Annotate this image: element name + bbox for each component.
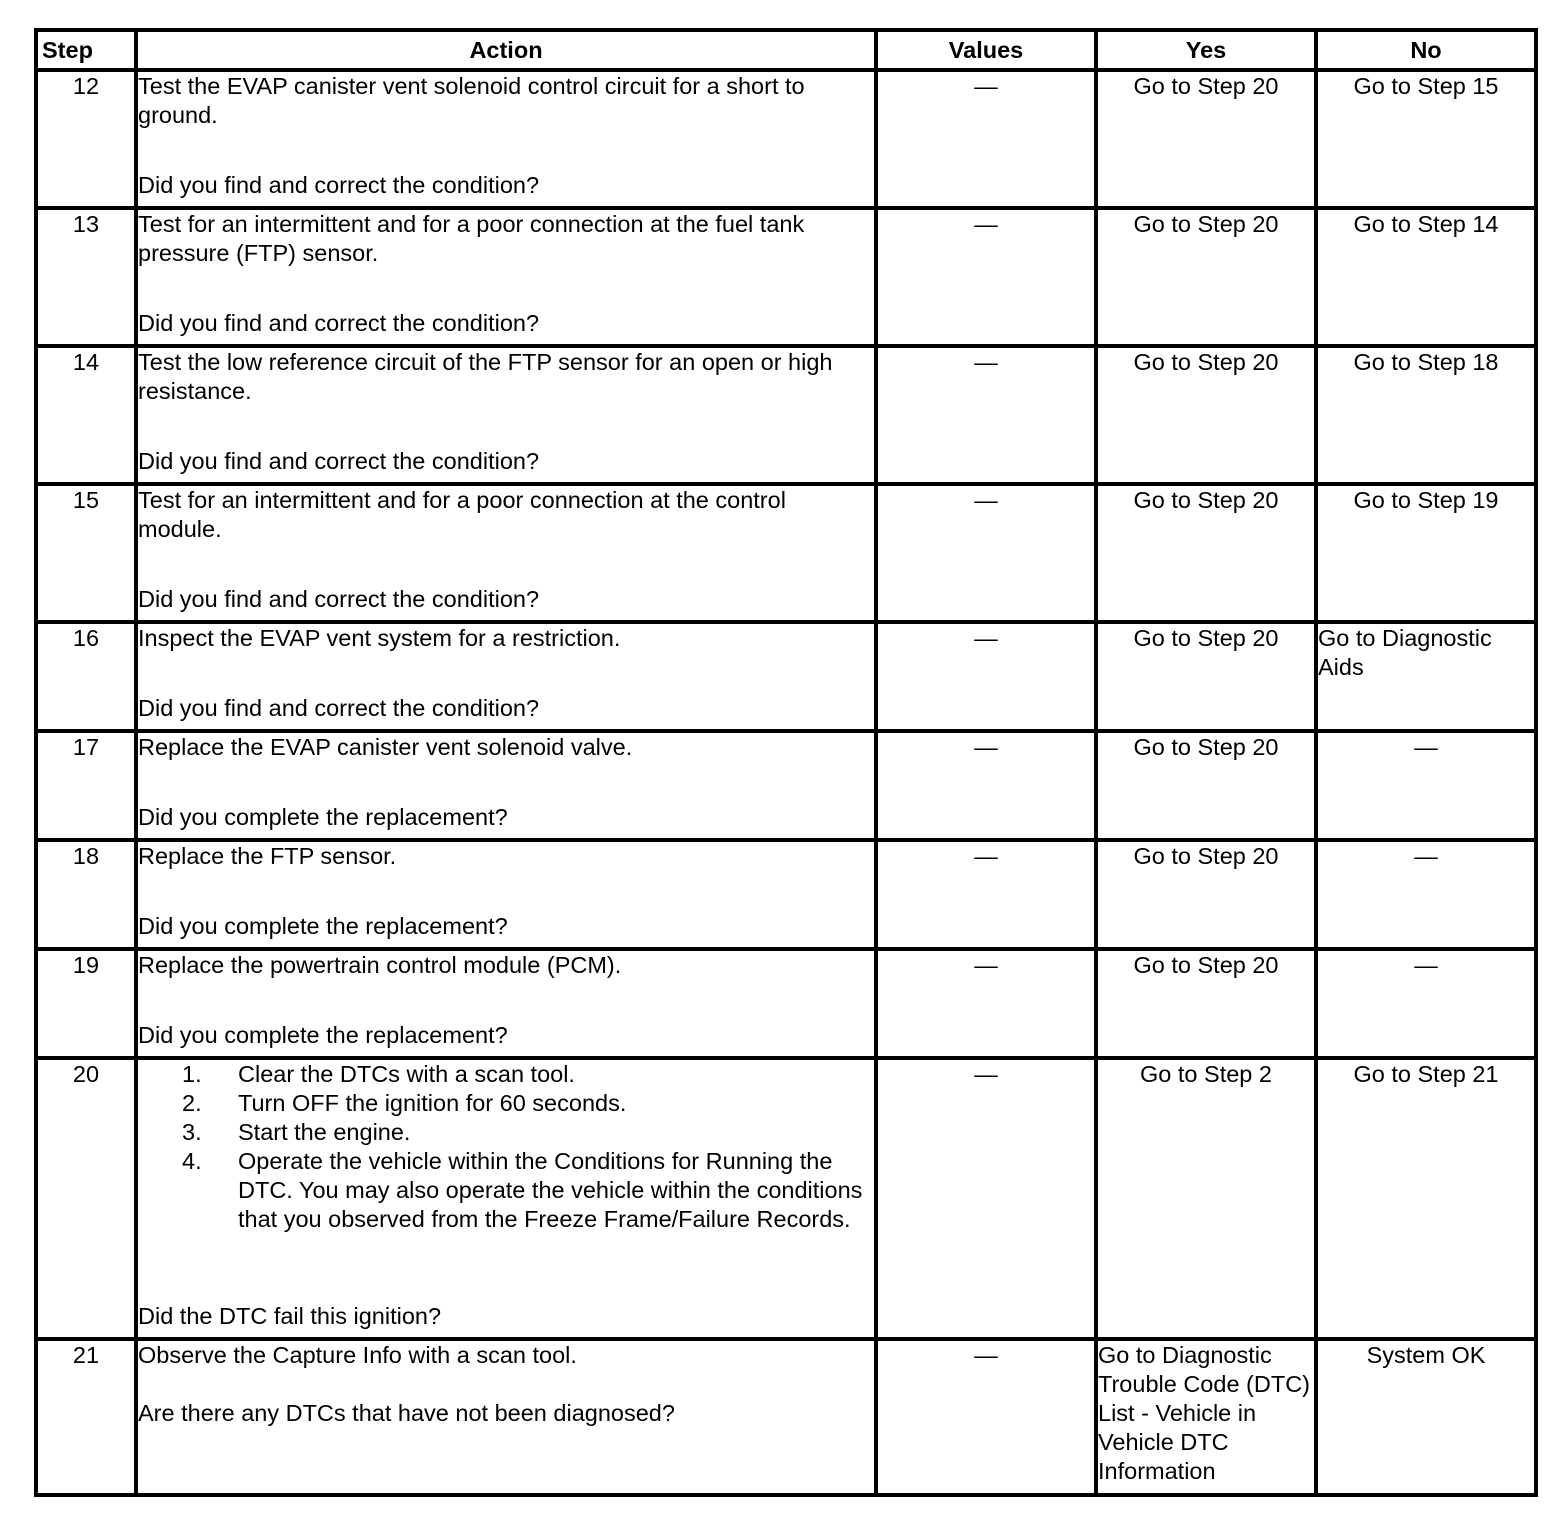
header-row xyxy=(36,30,1536,70)
header-no: No xyxy=(1316,30,1536,70)
no-cell: Go to Step 15 xyxy=(1316,70,1536,208)
no-cell: — xyxy=(1316,731,1536,840)
procedure-item xyxy=(182,1147,874,1234)
header-yes: Yes xyxy=(1096,30,1316,70)
yes-cell: Go to Step 20 xyxy=(1096,731,1316,840)
values-cell: — xyxy=(876,346,1096,484)
procedure-item xyxy=(182,1089,874,1118)
yes-cell: Go to Diagnostic Trouble Code (DTC) List - Vehicle in Vehicle DTC Information xyxy=(1096,1339,1316,1495)
yes-cell: Go to Step 20 xyxy=(1096,840,1316,949)
action-text: Test for an intermittent and for a poor connection at the fuel tank pressure (FTP) sensor. xyxy=(138,211,805,266)
action-text: Test for an intermittent and for a poor connection at the control module. xyxy=(138,487,786,542)
table-row xyxy=(36,949,1536,1058)
step-number: 12 xyxy=(36,70,136,208)
action-cell xyxy=(136,622,876,731)
procedure-item-text: Turn OFF the ignition for 60 seconds. xyxy=(238,1090,627,1116)
table-row xyxy=(36,346,1536,484)
procedure-item-number: 2. xyxy=(182,1090,202,1116)
table-row xyxy=(36,1339,1536,1495)
action-cell xyxy=(136,208,876,346)
action-cell xyxy=(136,346,876,484)
action-question: Did you complete the replacement? xyxy=(138,1022,508,1048)
action-text: Replace the FTP sensor. xyxy=(138,843,397,869)
action-text: Replace the EVAP canister vent solenoid valve. xyxy=(138,734,633,760)
action-cell xyxy=(136,840,876,949)
yes-cell: Go to Step 20 xyxy=(1096,622,1316,731)
values-cell: — xyxy=(876,208,1096,346)
values-cell: — xyxy=(876,840,1096,949)
yes-cell: Go to Step 20 xyxy=(1096,484,1316,622)
action-question: Did you find and correct the condition? xyxy=(138,172,540,198)
procedure-item-text: Start the engine. xyxy=(238,1119,411,1145)
no-cell: Go to Step 14 xyxy=(1316,208,1536,346)
table-row xyxy=(36,840,1536,949)
yes-cell: Go to Step 20 xyxy=(1096,346,1316,484)
header-values: Values xyxy=(876,30,1096,70)
step-number: 16 xyxy=(36,622,136,731)
values-cell: — xyxy=(876,949,1096,1058)
yes-cell: Go to Step 20 xyxy=(1096,208,1316,346)
diagnostic-table xyxy=(34,28,1538,1497)
table-row xyxy=(36,70,1536,208)
no-cell: Go to Diagnostic Aids xyxy=(1316,622,1536,731)
action-cell xyxy=(136,731,876,840)
procedure-item xyxy=(182,1118,874,1147)
action-text: Replace the powertrain control module (PCM). xyxy=(138,952,622,978)
step-number: 13 xyxy=(36,208,136,346)
action-question: Did you find and correct the condition? xyxy=(138,448,540,474)
action-question: Are there any DTCs that have not been diagnosed? xyxy=(138,1400,675,1426)
procedure-item-number: 3. xyxy=(182,1119,202,1145)
yes-cell: Go to Step 2 xyxy=(1096,1058,1316,1339)
yes-cell: Go to Step 20 xyxy=(1096,949,1316,1058)
no-cell: — xyxy=(1316,949,1536,1058)
values-cell: — xyxy=(876,622,1096,731)
values-cell: — xyxy=(876,1339,1096,1495)
no-cell: Go to Step 19 xyxy=(1316,484,1536,622)
values-cell: — xyxy=(876,70,1096,208)
values-cell: — xyxy=(876,731,1096,840)
procedure-item-number: 4. xyxy=(182,1148,202,1174)
step-number: 21 xyxy=(36,1339,136,1495)
action-question: Did you find and correct the condition? xyxy=(138,695,540,721)
no-cell: Go to Step 21 xyxy=(1316,1058,1536,1339)
yes-cell: Go to Step 20 xyxy=(1096,70,1316,208)
no-cell: — xyxy=(1316,840,1536,949)
procedure-list xyxy=(138,1060,874,1234)
step-number: 17 xyxy=(36,731,136,840)
action-cell xyxy=(136,949,876,1058)
action-cell xyxy=(136,1058,876,1339)
no-cell: System OK xyxy=(1316,1339,1536,1495)
action-question: Did you complete the replacement? xyxy=(138,913,508,939)
step-number: 18 xyxy=(36,840,136,949)
table-row xyxy=(36,1058,1536,1339)
procedure-item-text: Operate the vehicle within the Conditions for Running the DTC. You may also operate the vehicle within the conditions that you observed from the Freeze Frame/Failure Records. xyxy=(238,1148,863,1232)
action-question: Did the DTC fail this ignition? xyxy=(138,1303,442,1329)
step-number: 19 xyxy=(36,949,136,1058)
action-text: Test the low reference circuit of the FTP sensor for an open or high resistance. xyxy=(138,349,833,404)
no-cell: Go to Step 18 xyxy=(1316,346,1536,484)
table-row xyxy=(36,208,1536,346)
action-text: Test the EVAP canister vent solenoid control circuit for a short to ground. xyxy=(138,73,805,128)
values-cell: — xyxy=(876,1058,1096,1339)
procedure-item-text: Clear the DTCs with a scan tool. xyxy=(238,1061,575,1087)
table-row xyxy=(36,622,1536,731)
action-text: Observe the Capture Info with a scan tool. xyxy=(138,1342,577,1368)
step-number: 20 xyxy=(36,1058,136,1339)
header-action: Action xyxy=(136,30,876,70)
procedure-item-number: 1. xyxy=(182,1061,202,1087)
action-cell xyxy=(136,70,876,208)
action-cell xyxy=(136,1339,876,1495)
step-number: 14 xyxy=(36,346,136,484)
values-cell: — xyxy=(876,484,1096,622)
step-number: 15 xyxy=(36,484,136,622)
action-question: Did you complete the replacement? xyxy=(138,804,508,830)
procedure-item xyxy=(182,1060,874,1089)
action-cell xyxy=(136,484,876,622)
action-text: Inspect the EVAP vent system for a restriction. xyxy=(138,625,621,651)
action-question: Did you find and correct the condition? xyxy=(138,586,540,612)
table-row xyxy=(36,731,1536,840)
table-row xyxy=(36,484,1536,622)
action-question: Did you find and correct the condition? xyxy=(138,310,540,336)
header-step: Step xyxy=(36,30,136,70)
